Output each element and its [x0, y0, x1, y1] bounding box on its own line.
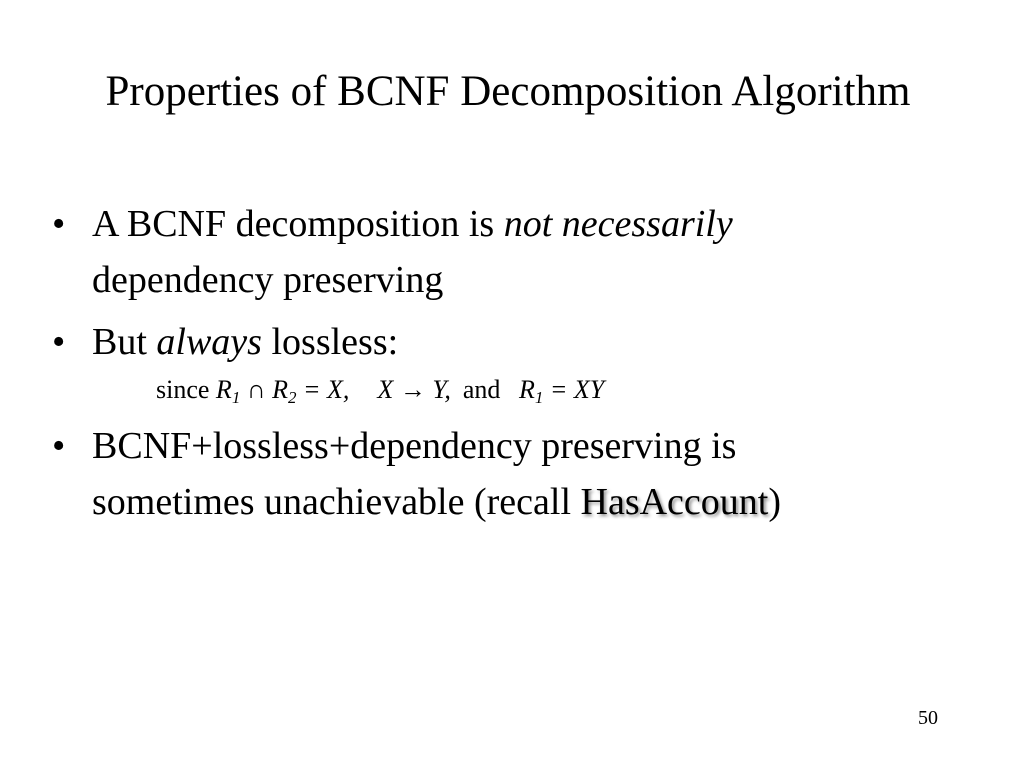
bullet-3-close-paren: ) [768, 481, 782, 523]
formula-and: and [462, 375, 501, 404]
bullet-list [52, 196, 982, 530]
formula-intersect-symbol: ∩ [246, 375, 266, 404]
formula-eq-xy: = XY [549, 375, 605, 404]
slide-title: Properties of BCNF Decomposition Algorithm [105, 68, 911, 115]
formula-r2: $R_2$ [272, 375, 297, 407]
bullet-3-plain: sometimes unachievable (recall [92, 481, 581, 523]
bullet-2-text [92, 321, 398, 363]
bullet-1-emphasis: not necessarily [503, 203, 733, 245]
bullet-2-plain-a: But [92, 321, 157, 363]
bullet-1-line2: dependency preserving [92, 259, 444, 301]
bullet-1-text [92, 203, 733, 301]
bullet-2-plain-b: lossless: [261, 321, 399, 363]
bullet-3-text [92, 425, 781, 523]
bullet-marker: • [52, 203, 66, 245]
formula-r1: $R_1$ [215, 375, 241, 407]
bullet-1-plain: A BCNF decomposition is [92, 203, 504, 245]
bullet-item-2 [52, 314, 982, 370]
formula-since: since [156, 375, 210, 404]
bullet-3-line1: BCNF+lossless+dependency preserving is [92, 425, 737, 467]
hasaccount-link[interactable]: HasAccount [580, 481, 769, 523]
formula-fd-lhs: X [377, 375, 394, 404]
formula-r1-again: $R_1$ [518, 375, 544, 407]
formula-eq-x: = X, [302, 375, 350, 404]
bullet-item-3 [52, 418, 982, 530]
bullet-marker: • [52, 321, 66, 363]
page-number: 50 [918, 707, 938, 729]
bullet-item-1 [52, 196, 982, 308]
bullet-marker: • [52, 425, 66, 467]
formula-arrow-symbol: → [399, 375, 426, 404]
formula-fd-rhs: Y, [432, 375, 451, 404]
bullet-2-emphasis: always [156, 321, 262, 363]
lossless-formula [156, 372, 982, 408]
